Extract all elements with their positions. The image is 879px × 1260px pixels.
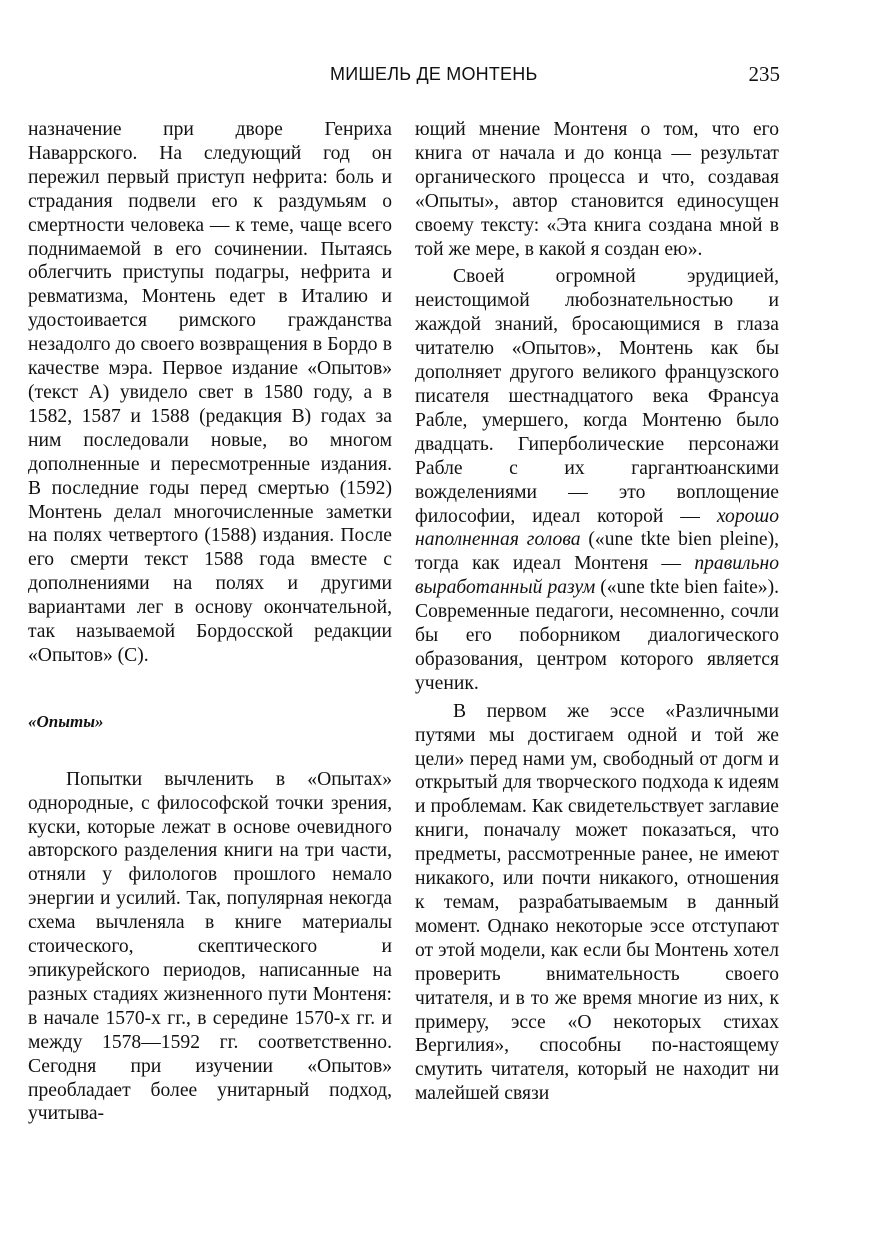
- right-paragraph-3: В первом же эссе «Различными путями мы достигаем одной и той же цели» перед нами ум, свободный от догм и открытый для творческого подхода к идеям и проблемам. Как свидетельствует заглавие книги, поначалу может показаться, что предметы, рассмотренные ранее, не имеют никакого, или почти никакого, отношения к темам, разрабатываемым в данный момент. Однако некоторые эссе отступают от этой модели, как если бы Монтень хотел проверить внимательность своего читателя, и в то же время многие из них, к примеру, эссе «О некоторых стихах Вергилия», способны по-настоящему смутить читателя, который не находит ни малейшей связи: [415, 700, 779, 1105]
- section-title: «Опыты»: [28, 711, 104, 731]
- left-paragraph-1: назначение при дворе Генриха Наваррского. На следующий год он пережил первый приступ нефрита: боль и страдания подвели его к раздумьям о смертности человека — к теме, чаще всего поднимаемой в его сочинении. Пытаясь облегчить приступы подагры, нефрита и ревматизма, Монтень едет в Италию и удостоивается римского гражданства незадолго до своего возвращения в Бордо в качестве мэра. Первое издание «Опытов» (текст А) увидело свет в 1580 году, а в 1582, 1587 и 1588 (редакция В) годах за ним последовали новые, во многом дополненные и пересмотренные издания. В последние годы перед смертью (1592) Монтень делал многочисленные заметки на полях четвертого (1588) издания. После его смерти текст 1588 года вместе с дополнениями на полях и другими вариантами лег в основу окончательной, так называемой Бордосской редакции «Опытов» (С).: [28, 119, 392, 666]
- right-paragraph-2: [415, 265, 779, 695]
- right-paragraph-2-start: Своей огромной эрудицией, неистощимой любознательностью и жаждой знаний, бросающимися в глаза читателю «Опытов», Монтень как бы дополняет другого великого французского писателя шестнадцатого века Франсуа Рабле, умершего, когда Монтеню было двадцать. Гиперболические персонажи Рабле с их гаргантюанскими вожделениями — это воплощение философии, идеал которой —: [415, 266, 779, 527]
- right-paragraph-2-mid: («une tkte bien pleine), тогда как идеал Монтеня —: [415, 529, 779, 575]
- right-paragraph-2-emphasis-2: правильно выработанный разум: [415, 553, 779, 599]
- page-header: [30, 62, 780, 92]
- right-paragraph-2-emphasis-1: хорошо наполненная голова: [415, 505, 779, 551]
- right-paragraph-2-end: («une tkte bien faite»). Современные педагоги, несомненно, сочли бы его поборником диалогического образования, центром которого является ученик.: [415, 577, 779, 694]
- running-head: МИШЕЛЬ ДЕ МОНТЕНЬ: [330, 64, 538, 84]
- left-column: [28, 118, 392, 1126]
- page-number: 235: [748, 62, 780, 86]
- right-paragraph-1: ющий мнение Монтеня о том, что его книга от начала и до конца — результат органического процесса и что, создавая «Опыты», автор становится единосущен своему тексту: «Эта книга создана мной в той же мере, в какой я создан ею».: [415, 119, 779, 260]
- right-column: [415, 118, 779, 1106]
- left-paragraph-2: Попытки вычленить в «Опытах» однородные, с философской точки зрения, куски, которые лежат в основе очевидного авторского разделения книги на три части, отняли у филологов прошлого немало энергии и усилий. Так, популярная некогда схема вычленяла в книге материалы стоического, скептического и эпикурейского периодов, написанные на разных стадиях жизненного пути Монтеня: в начале 1570-х гг., в середине 1570-х гг. и между 1578—1592 гг. соответственно. Сегодня при изучении «Опытов» преобладает более унитарный подход, учитыва-: [28, 768, 392, 1125]
